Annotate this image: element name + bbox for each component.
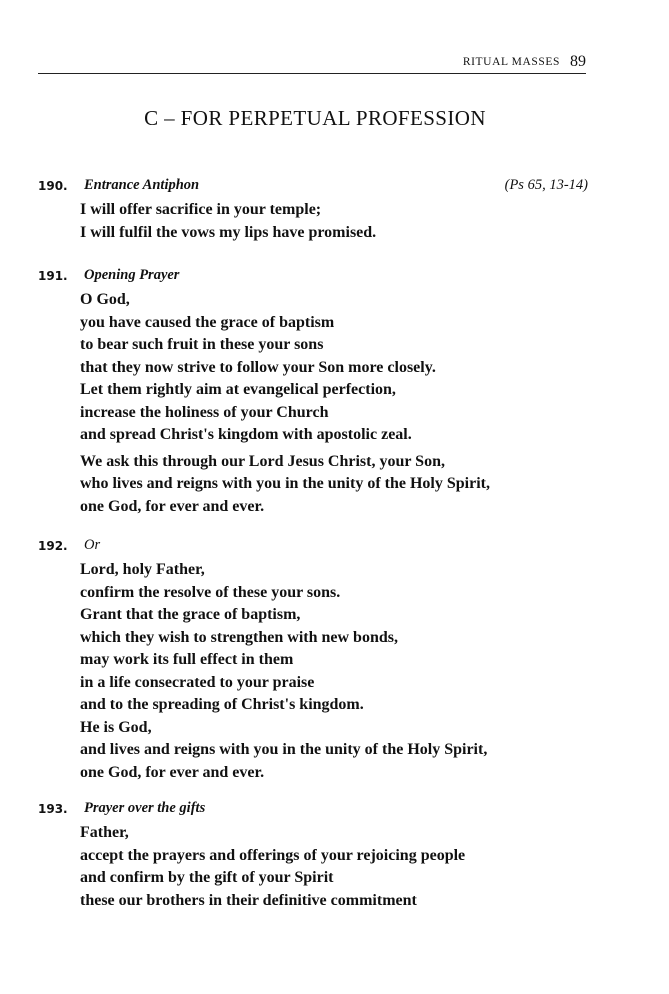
text-line: may work its full effect in them — [80, 651, 294, 668]
text-line: accept the prayers and offerings of your rejoicing people — [80, 846, 466, 864]
item-192 — [38, 537, 588, 784]
item-number: 193. — [38, 802, 68, 816]
section-title: C – FOR PERPETUAL PROFESSION — [144, 106, 486, 130]
antiphon-text — [80, 199, 588, 244]
item-header — [38, 800, 588, 822]
conclusion-line: We ask this through our Lord Jesus Christ, your Son, — [80, 452, 445, 470]
text-line: and confirm by the gift of your Spirit — [80, 869, 334, 886]
text-line: to bear such fruit in these your sons — [80, 336, 324, 353]
text-line: I will fulfil the vows my lips have promised. — [80, 223, 377, 241]
item-191 — [38, 267, 588, 518]
prayer-text — [80, 289, 588, 518]
prayer-text — [80, 822, 588, 912]
text-line: O God, — [80, 291, 130, 308]
text-line: Let them rightly aim at evangelical perfection, — [80, 381, 396, 398]
text-line: increase the holiness of your Church — [80, 403, 329, 421]
item-header — [38, 537, 588, 559]
running-title: RITUAL MASSES — [462, 56, 560, 68]
rubric: Entrance Antiphon — [84, 177, 200, 193]
text-line: confirm the resolve of these your sons. — [80, 583, 341, 601]
text-line: which they wish to strengthen with new bonds, — [80, 628, 398, 646]
text-line: and to the spreading of Christ's kingdom. — [80, 696, 364, 713]
item-header — [38, 177, 588, 199]
prayer-text — [80, 559, 588, 784]
rubric: Opening Prayer — [84, 267, 180, 283]
text-line: Grant that the grace of baptism, — [80, 606, 301, 623]
rubric: Or — [84, 537, 101, 553]
scripture-reference: (Ps 65, 13-14) — [504, 177, 588, 193]
text-line: and spread Christ's kingdom with apostolic zeal. — [80, 426, 412, 443]
text-line: Father, — [80, 824, 129, 841]
rubric: Prayer over the gifts — [84, 800, 206, 816]
text-line: I will offer sacrifice in your temple; — [80, 201, 322, 218]
item-number: 191. — [38, 269, 68, 283]
text-line: that they now strive to follow your Son more closely. — [80, 358, 436, 376]
text-line: He is God, — [80, 718, 152, 736]
item-number: 192. — [38, 539, 68, 553]
text-line: these our brothers in their definitive commitment — [80, 891, 417, 909]
item-190 — [38, 177, 588, 244]
text-line: Lord, holy Father, — [80, 561, 205, 578]
text-line: you have caused the grace of baptism — [80, 313, 335, 331]
item-header — [38, 267, 588, 289]
text-line: in a life consecrated to your praise — [80, 673, 315, 691]
item-number: 190. — [38, 179, 68, 193]
text-line: and lives and reigns with you in the unity of the Holy Spirit, — [80, 741, 488, 758]
running-header — [38, 53, 586, 74]
page-number: 89 — [570, 53, 586, 70]
conclusion-line: one God, for ever and ever. — [80, 497, 265, 515]
conclusion-line: who lives and reigns with you in the unity of the Holy Spirit, — [80, 475, 490, 492]
text-line: one God, for ever and ever. — [80, 763, 265, 781]
item-193 — [38, 800, 588, 912]
